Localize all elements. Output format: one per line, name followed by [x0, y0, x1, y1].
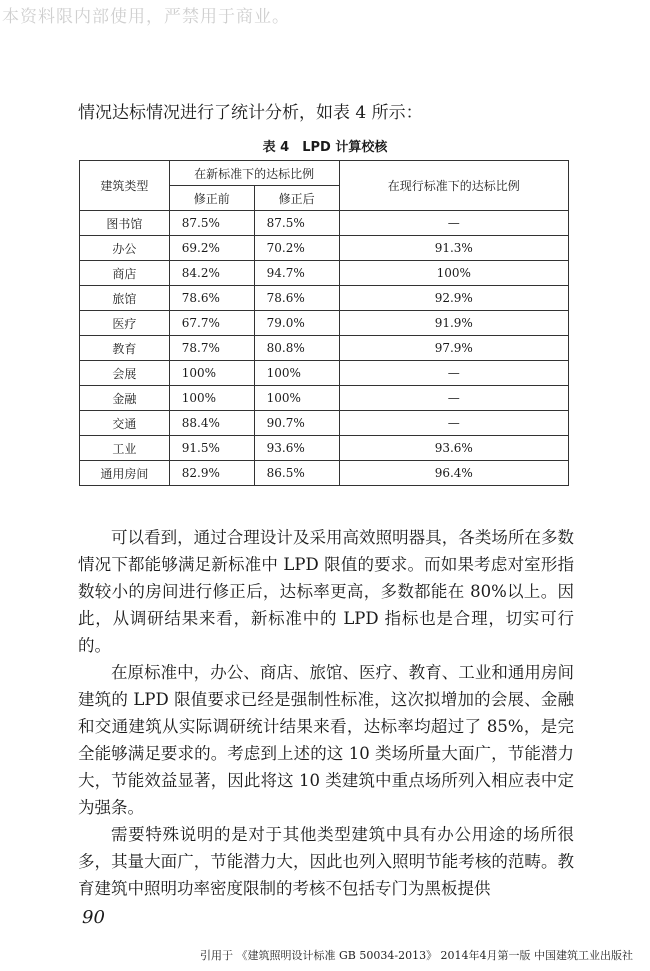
- header-before-correction: 修正前: [169, 186, 254, 211]
- page-number: 90: [82, 907, 105, 928]
- cell-before: 88.4%: [169, 411, 254, 436]
- cell-after: 90.7%: [254, 411, 339, 436]
- header-after-correction: 修正后: [254, 186, 339, 211]
- cell-building-type: 教育: [80, 336, 170, 361]
- cell-after: 87.5%: [254, 211, 339, 236]
- cell-current: —: [339, 386, 568, 411]
- cell-building-type: 交通: [80, 411, 170, 436]
- table-row: [80, 461, 569, 486]
- cell-building-type: 商店: [80, 261, 170, 286]
- cell-after: 100%: [254, 386, 339, 411]
- cell-building-type: 办公: [80, 236, 170, 261]
- cell-building-type: 通用房间: [80, 461, 170, 486]
- cell-current: 91.9%: [339, 311, 568, 336]
- table-caption: 表 4 LPD 计算校核: [262, 140, 388, 155]
- header-new-standard: 在新标准下的达标比例: [169, 161, 339, 186]
- paragraph: 可以看到，通过合理设计及采用高效照明器具，各类场所在多数情况下都能够满足新标准中 LPD 限值的要求。而如果考虑对室形指数较小的房间进行修正后，达标率更高，多数都能在 80%以上。因此，从调研结果来看，新标准中的 LPD 指标也是合理，切实可行的。: [78, 528, 574, 655]
- cell-current: 93.6%: [339, 436, 568, 461]
- table-row: [80, 211, 569, 236]
- watermark: 本资料限内部使用，严禁用于商业。: [2, 7, 290, 27]
- cell-building-type: 会展: [80, 361, 170, 386]
- cell-current: 96.4%: [339, 461, 568, 486]
- cell-before: 67.7%: [169, 311, 254, 336]
- table-row: [80, 411, 569, 436]
- table-row: [80, 236, 569, 261]
- cell-before: 78.7%: [169, 336, 254, 361]
- cell-before: 84.2%: [169, 261, 254, 286]
- cell-current: 92.9%: [339, 286, 568, 311]
- cell-after: 70.2%: [254, 236, 339, 261]
- cell-building-type: 工业: [80, 436, 170, 461]
- cell-current: —: [339, 361, 568, 386]
- cell-current: 100%: [339, 261, 568, 286]
- cell-after: 86.5%: [254, 461, 339, 486]
- table-row: [80, 286, 569, 311]
- cell-before: 100%: [169, 386, 254, 411]
- cell-building-type: 旅馆: [80, 286, 170, 311]
- cell-after: 79.0%: [254, 311, 339, 336]
- intro-line: 情况达标情况进行了统计分析，如表 4 所示：: [78, 103, 423, 123]
- paragraph: 需要特殊说明的是对于其他类型建筑中具有办公用途的场所很多，其量大面广，节能潜力大，因此也列入照明节能考核的范畴。教育建筑中照明功率密度限制的考核不包括专门为黑板提供: [78, 825, 574, 898]
- cell-after: 80.8%: [254, 336, 339, 361]
- cell-before: 91.5%: [169, 436, 254, 461]
- cell-before: 69.2%: [169, 236, 254, 261]
- table-row: [80, 386, 569, 411]
- paragraph: 在原标准中，办公、商店、旅馆、医疗、教育、工业和通用房间建筑的 LPD 限值要求已经是强制性标准，这次拟增加的会展、金融和交通建筑从实际调研统计结果来看，达标率均超过了 85%，是完全能够满足要求的。考虑到上述的这 10 类场所量大面广，节能潜力大，节能效益显著，因此将这 10 类建筑中重点场所列入相应表中定为强条。: [78, 663, 574, 817]
- cell-before: 78.6%: [169, 286, 254, 311]
- cell-building-type: 金融: [80, 386, 170, 411]
- cell-before: 100%: [169, 361, 254, 386]
- cell-current: 97.9%: [339, 336, 568, 361]
- table-row: [80, 336, 569, 361]
- cell-after: 94.7%: [254, 261, 339, 286]
- lpd-table: [79, 160, 569, 486]
- table-row: [80, 436, 569, 461]
- cell-after: 100%: [254, 361, 339, 386]
- cell-before: 82.9%: [169, 461, 254, 486]
- cell-after: 78.6%: [254, 286, 339, 311]
- table-row: [80, 261, 569, 286]
- cell-current: 91.3%: [339, 236, 568, 261]
- table-row: [80, 311, 569, 336]
- cell-before: 87.5%: [169, 211, 254, 236]
- table-header: [80, 161, 569, 211]
- cell-building-type: 医疗: [80, 311, 170, 336]
- table-body: [80, 211, 569, 486]
- cell-building-type: 图书馆: [80, 211, 170, 236]
- cell-current: —: [339, 411, 568, 436]
- cell-current: —: [339, 211, 568, 236]
- header-current-standard: 在现行标准下的达标比例: [339, 161, 568, 211]
- cell-after: 93.6%: [254, 436, 339, 461]
- citation: 引用于 《建筑照明设计标准 GB 50034-2013》 2014年4月第一版 中国建筑工业出版社: [200, 949, 634, 962]
- header-building-type: 建筑类型: [80, 161, 170, 211]
- table-row: [80, 361, 569, 386]
- body-text: [78, 524, 574, 902]
